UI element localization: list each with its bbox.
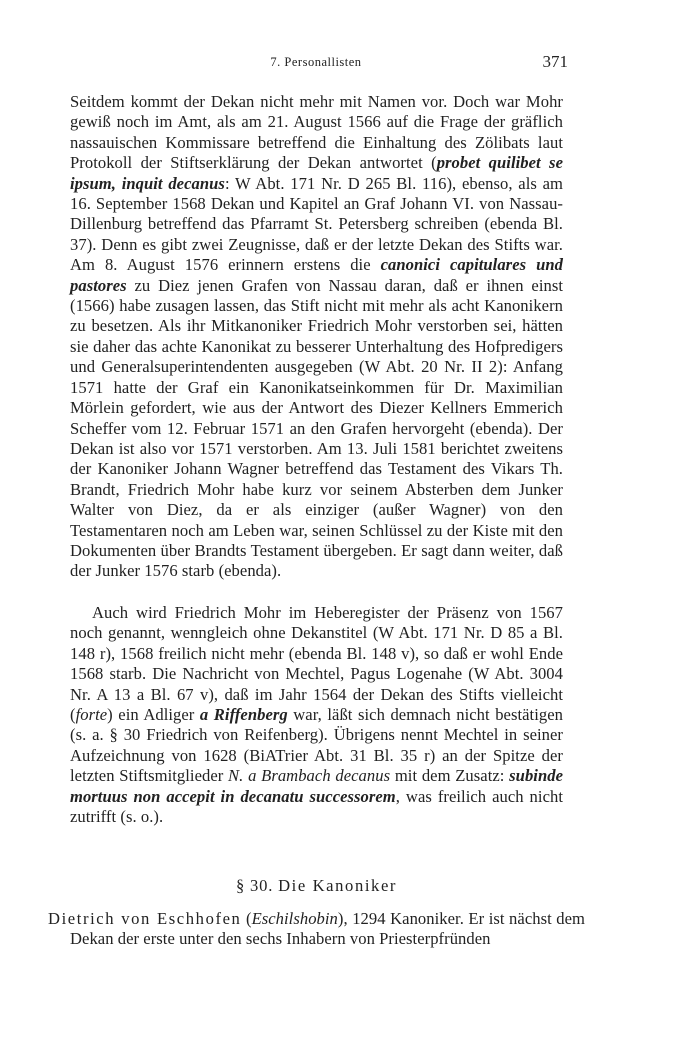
- text-run: ) ein Adliger: [107, 705, 200, 725]
- paragraph-1: [70, 92, 563, 582]
- latin-term: N. a Brambach decanus: [228, 766, 391, 786]
- text-run: : W Abt. 171 Nr. D 265 Bl. 116), ebenso, als am 16. September 1568 Dekan und Kapitel an Graf Johann VI. von Nassau-Dillenburg betreffend das Pfarramt St. Petersberg schreiben (ebenda Bl. 37). Denn es gibt zwei Zeugnisse, daß er der letzte Dekan des Stifts war. Am 8. August 1576 erinnern erstens die: [70, 173, 563, 275]
- latin-quote: subinde mortuus non accepit in decanatu successorem: [70, 766, 563, 806]
- text-run: ), 1294 Kanoniker. Er ist nächst dem Dekan der erste unter den sechs Inhabern von Priesterpfründen: [70, 909, 585, 949]
- chapter-title: 7. Personallisten: [270, 55, 362, 69]
- text-run: (: [241, 909, 252, 928]
- running-header: [70, 52, 568, 74]
- latin-term: forte: [75, 705, 108, 725]
- text-run: zu Diez jenen Grafen von Nassau daran, daß er ihnen einst (1566) habe zusagen lassen, das Stift nicht mit mehr als acht Kanonikern zu besetzen. Als ihr Mitkanoniker Friedrich Mohr verstorben sei, hätten sie daher das achte Kanonikat zu besserer Unterhaltung des Hofpredigers und Generalsuperintendenten ausgegeben (W Abt. 20 Nr. II 2): Anfang 1571 hatte der Graf ein Kanonikatseinkommen für Dr. Maximilian Mörlein gefordert, wie aus der Antwort des Diezer Kellners Emmerich Scheffer vom 12. Februar 1571 an den Grafen hervorgeht (ebenda). Der Dekan ist also vor 1571 verstorben. Am 13. Juli 1581 berichtet zweitens der Kanoniker Johann Wagner betreffend das Testament des Vikars Th. Brandt, Friedrich Mohr habe kurz vor seinem Absterben dem Junker Walter von Diez, da er als einziger (außer Wagner) von den Testamentaren noch am Leben war, seinen Schlüssel zu der Kiste mit den Dokumenten über Brandts Testament übergeben. Er sagt dann weiter, daß der Junker 1576 starb (ebenda).: [70, 275, 563, 581]
- text-run: war, läßt sich demnach nicht bestätigen (s. a. § 30 Friedrich von Reifenberg). Übrigens nennt Mechtel in seiner Aufzeichnung von 1628 (BiATrier Abt. 31 Bl. 35 r) an der Spitze der letzten Stiftsmitglieder: [70, 705, 563, 786]
- text-run: , was freilich auch nicht zutrifft (s. o.).: [70, 786, 563, 827]
- latin-term: Eschilshobin: [251, 909, 338, 928]
- text-run: mit dem Zusatz:: [390, 766, 510, 786]
- section-title: Die Kanoniker: [278, 876, 398, 895]
- text-run: Auch wird Friedrich Mohr im Heberegister der Präsenz von 1567 noch genannt, wenngleich ohne Dekanstitel (W Abt. 171 Nr. D 85 a Bl. 148 r), 1568 freilich nicht mehr (ebenda Bl. 148 v), so daß er wohl Ende 1568 starb. Die Nachricht von Mechtel, Pagus Logenahe (W Abt. 3004 Nr. A 13 a Bl. 67 v), daß im Jahr 1564 der Dekan des Stifts vielleicht (: [70, 603, 563, 725]
- latin-quote: probet quilibet se ipsum, inquit decanus: [70, 153, 563, 193]
- latin-term: a Riffenberg: [199, 705, 288, 725]
- latin-term: canonici capitulares und pastores: [70, 255, 563, 295]
- page-number: 371: [542, 52, 568, 71]
- paragraph-2: [70, 603, 563, 827]
- entry-paragraph: [48, 909, 585, 950]
- entry-name: Dietrich von Eschhofen: [48, 909, 242, 928]
- text-run: Seitdem kommt der Dekan nicht mehr mit Namen vor. Doch war Mohr gewiß noch im Amt, als am 21. August 1566 auf die Frage der gräflich nassauischen Kommissare betreffend die Einhaltung des Zölibats laut Protokoll der Stiftserklärung der Dekan antwortet (: [70, 92, 563, 173]
- section-heading: [70, 876, 563, 896]
- section-number: § 30.: [235, 876, 279, 895]
